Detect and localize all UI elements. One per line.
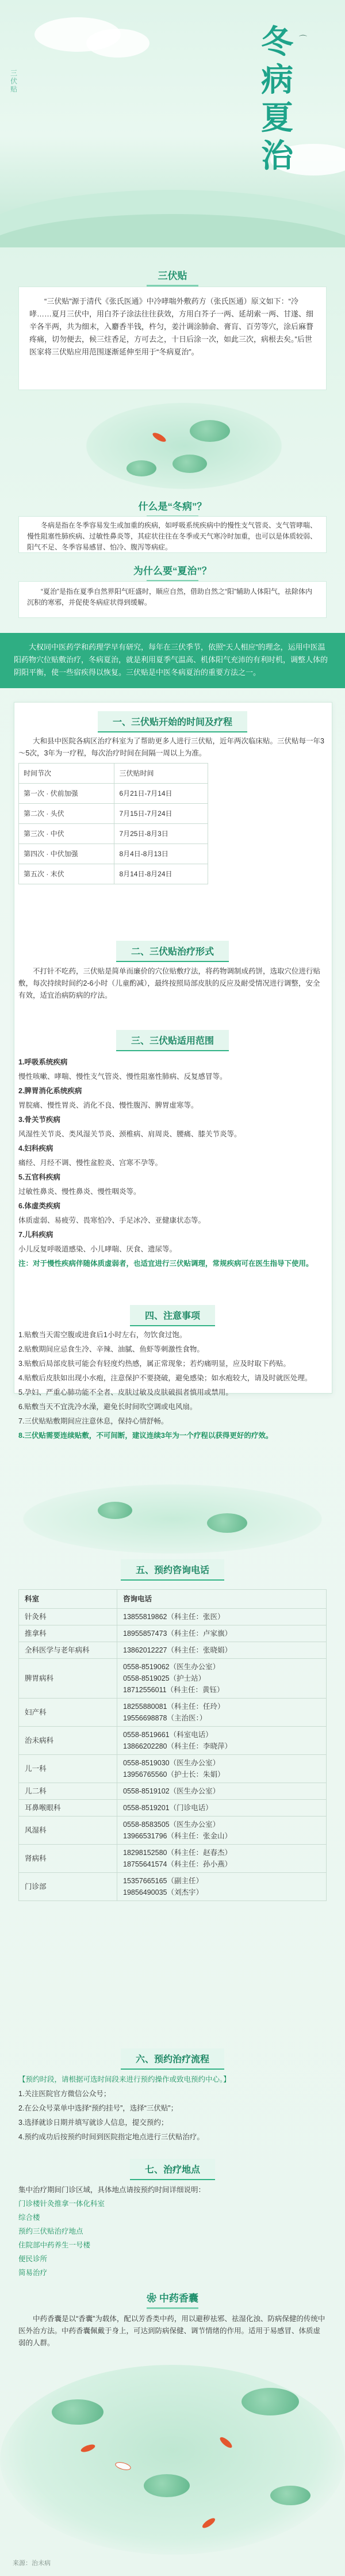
phone-cell[interactable]: 0558-8519201（门诊电话） (117, 1800, 327, 1816)
indications-highlight: 注：对于慢性疾病伴随体质虚弱者，也适宜进行三伏贴调理，常规疾病可在医生指导下使用。 (18, 1260, 313, 1268)
note-item: 4.贴敷后皮肤如出现小水疱，注意保护不要挠破，避免感染；如水疱较大，请及时就医处理。 (18, 1374, 312, 1382)
forms-text: 不打针不吃药，三伏贴是简单而廉价的穴位贴敷疗法，将药物调制成药饼，选取穴位进行贴敷，每次持续时间约2-6小时（儿童酌减），最终按照局部皮肤的反应及耐受情况进行调整，安全有效，适宜治病防病的疗法。 (18, 967, 321, 999)
note-item: 1.贴敷当天需空腹或进食后1小时左右，勿饮食过饱。 (18, 1331, 187, 1339)
table-row (19, 1699, 327, 1727)
phone-cell[interactable]: 0558-8519062（医生办公室） 0558-8519025（护士站） 18712556011（科主任：黄钰） (117, 1659, 327, 1699)
dept-cell: 风湿科 (19, 1816, 117, 1845)
schedule-table (18, 763, 208, 884)
intro-heading: 三伏贴 (0, 268, 345, 287)
phone-cell[interactable]: 0558-8519661（科室电话） 13866202280（科主任：李晓萍） (117, 1727, 327, 1755)
table-row (19, 764, 208, 784)
indication-text: 慢性咳嗽、哮喘、慢性支气管炎、慢性阻塞性肺病、反复感冒等。 (18, 1073, 227, 1081)
phone-cell[interactable]: 0558-8519102（医生办公室） (117, 1783, 327, 1800)
notes-heading: 四、注意事项 (0, 1305, 345, 1326)
table-cell: 第二次 · 头伏 (19, 804, 114, 824)
table-row (19, 864, 208, 884)
note-item: 6.贴敷当天不宜洗冷水澡，避免长时间吹空调或电风扇。 (18, 1403, 197, 1411)
indication-text: 过敏性鼻炎、慢性鼻炎、慢性咽炎等。 (18, 1188, 141, 1196)
place-item: 简易治疗 (18, 2269, 48, 2277)
table-row (19, 1800, 327, 1816)
flow-item: 【预约时段，请根据可选时间段来进行预约操作或致电预约中心。】 (18, 2075, 231, 2083)
dept-cell: 妇产科 (19, 1699, 117, 1727)
table-row (19, 844, 208, 864)
dept-cell: 脾胃病科 (19, 1659, 117, 1699)
lotus-leaf-icon (52, 2399, 103, 2425)
phone-cell[interactable]: 18298152580（科主任：赵春杰） 18755641574（科主任：孙小燕） (117, 1845, 327, 1873)
why-text: “夏治”是指在夏季自然界阳气旺盛时，顺应自然，借助自然之“阳”辅助人体阳气，祛除体内沉积的寒邪，并促使冬病症状得到缓解。 (27, 587, 312, 606)
phone-cell[interactable]: 0558-8583505（医生办公室） 13966531796（科主任：张金山） (117, 1816, 327, 1845)
places-heading: 七、治疗地点 (0, 2159, 345, 2180)
closing-text: 中药香囊是以“香囊”为载体，配以芳香类中药，用以避秽祛邪、祛湿化浊、防病保健的传统中医外治方法。中药香囊佩戴于身上，可达到防病保健、调节情绪的作用。适用于易感冒、体质虚弱的人群。 (18, 2315, 325, 2347)
table-row (19, 1609, 327, 1625)
note-item: 5.孕妇、严重心肺功能不全者、皮肤过敏及皮肤破损者慎用或禁用。 (18, 1388, 233, 1396)
bird-icon: ⌒ (299, 35, 307, 44)
dept-cell: 耳鼻喉眼科 (19, 1800, 117, 1816)
table-row (19, 1727, 327, 1755)
table-cell: 第四次 · 中伏加强 (19, 844, 114, 864)
indication-text: 风湿性关节炎、类风湿关节炎、颈椎病、肩周炎、腰痛、膝关节炎等。 (18, 1130, 241, 1138)
source-footer: 来源：治未病 (13, 2560, 51, 2567)
indication-title: 4.妇科疾病 (18, 1144, 53, 1152)
what-heading: 什么是“冬病”？ (0, 498, 345, 517)
hero-title-char: 病 (261, 61, 294, 99)
place-item: 住院部中药养生一号楼 (18, 2241, 91, 2249)
hero-title-char: 冬 (261, 23, 294, 61)
lotus-leaf-icon (126, 460, 156, 476)
schedule-block (18, 735, 327, 884)
hero-title-char: 夏 (261, 99, 294, 137)
note-item: 2.贴敷期间应忌食生冷、辛辣、油腻、鱼虾等刺激性食物。 (18, 1345, 204, 1353)
pond-decoration (23, 1484, 322, 1554)
phones-block (18, 1589, 327, 1901)
lotus-leaf-icon (190, 420, 230, 442)
what-text: 冬病是指在冬季容易发生或加重的疾病，如呼吸系统疾病中的慢性支气管炎、支气管哮喘、慢性阻塞性肺疾病、过敏性鼻炎等，其症状往往在冬季或天气寒冷时加重，也可以是体质较弱、阳气不足、冬季容易感冒、怕冷、腹泻等病症。 (27, 521, 317, 551)
flower-icon: ❀ (147, 2293, 159, 2304)
schedule-intro: 大和县中医院各病区治疗科室为了帮助更多人进行三伏贴，近年两次临床贴。三伏贴每一年3～5次，3年为一疗程，每次治疗时间在间隔一周以上为准。 (18, 737, 324, 757)
green-banner: 大权同中医药学和药理学早有研究，每年在三伏季节，依照“天人相应”的理念，运用中医温阳药物穴位贴敷治疗，冬病夏治，就是利用夏季气温高、机体阳气充沛的有利时机，调整人体的阴阳平衡，使一些宿疾得以恢复。三伏贴是中医冬病夏治的重要方法之一。 (0, 633, 345, 688)
indication-title: 3.骨关节疾病 (18, 1116, 60, 1124)
phone-cell[interactable]: 13862012227（科主任：张晓娟） (117, 1642, 327, 1659)
table-row (19, 1783, 327, 1800)
table-header-cell: 三伏贴时间 (114, 764, 208, 784)
table-row (19, 824, 208, 844)
dept-cell: 针灸科 (19, 1609, 117, 1625)
closing-heading: ❀ 中药香囊 (0, 2290, 345, 2309)
flow-item: 2.在公众号菜单中选择“预约挂号”，选择“三伏贴”； (18, 2104, 178, 2112)
places-intro: 集中治疗期间门诊区域，具体地点请按预约时间详细说明： (18, 2186, 206, 2194)
table-row (19, 804, 208, 824)
indication-title: 7.儿科疾病 (18, 1231, 53, 1239)
indication-title: 2.脾胃消化系统疾病 (18, 1087, 82, 1095)
table-cell: 8月14日-8月24日 (114, 864, 208, 884)
table-header-cell: 时间节次 (19, 764, 114, 784)
place-item: 综合楼 (18, 2214, 40, 2222)
closing-block (18, 2313, 327, 2352)
hero-banner (0, 0, 345, 247)
table-cell: 7月25日-8月3日 (114, 824, 208, 844)
table-header-cell: 咨询电话 (117, 1590, 327, 1609)
place-item: 预约三伏贴治疗地点 (18, 2227, 83, 2235)
flow-item: 4.预约成功后按预约时间到医院指定地点进行三伏贴治疗。 (18, 2133, 204, 2141)
indication-text: 小儿反复呼吸道感染、小儿哮喘、厌食、遗尿等。 (18, 1245, 177, 1253)
table-row (19, 784, 208, 804)
lotus-leaf-icon (144, 2474, 190, 2497)
phones-heading: 五、预约咨询电话 (0, 1559, 345, 1581)
why-box (18, 581, 327, 618)
indication-title: 5.五官科疾病 (18, 1173, 60, 1181)
table-row (19, 1845, 327, 1873)
table-row (19, 1590, 327, 1609)
intro-box (18, 287, 327, 390)
dept-cell: 儿二科 (19, 1783, 117, 1800)
note-item: 7.三伏贴贴敷期间应注意休息，保持心情舒畅。 (18, 1417, 168, 1425)
table-header-cell: 科室 (19, 1590, 117, 1609)
table-cell: 第三次 · 中伏 (19, 824, 114, 844)
table-cell: 7月15日-7月24日 (114, 804, 208, 824)
what-box (18, 516, 327, 553)
indication-title: 1.呼吸系统疾病 (18, 1058, 68, 1066)
places-block (18, 2183, 327, 2280)
indication-text: 胃脘痛、慢性胃炎、消化不良、慢性腹泻、脾胃虚寒等。 (18, 1101, 198, 1109)
phone-cell[interactable]: 13855819862（科主任：张医） (117, 1609, 327, 1625)
intro-text: “三伏贴”源于清代《张氏医通》中冷哮喘外敷药方（张氏医通）原文如下：“冷哮……夏月三伏中，用白芥子涂法往往获效，方用白芥子一两、延胡索一两、甘遂、细辛各半两，共为细末，入麝香半钱，杵匀，姜汁调涂肺俞、膏肓、百劳等穴，涂后麻瞀疼痛，切勿便去，候三炷香足，方可去之，十日后涂一次，如此三次，病根去矣。”后世医家将三伏贴应用范围逐渐延伸至用于“冬病夏治”。 (29, 297, 314, 356)
lotus-leaf-icon (241, 2388, 299, 2415)
phone-cell[interactable]: 18955857473（科主任：卢家旗） (117, 1625, 327, 1642)
table-cell: 第五次 · 末伏 (19, 864, 114, 884)
table-row (19, 1816, 327, 1845)
table-row (19, 1755, 327, 1783)
dept-cell: 推拿科 (19, 1625, 117, 1642)
dept-cell: 全科医学与老年病科 (19, 1642, 117, 1659)
indications-block (18, 1056, 327, 1272)
phone-cell[interactable]: 18255880081（科主任：任玲） 19556698878（主治医：） (117, 1699, 327, 1727)
flow-heading: 六、预约治疗流程 (0, 2048, 345, 2070)
lotus-leaf-icon (270, 2486, 310, 2505)
table-cell: 第一次 · 伏前加强 (19, 784, 114, 804)
pond-decoration (86, 403, 282, 489)
notes-highlight: 8.三伏贴需要连续贴敷，不可间断，建议连续3年为一个疗程以获得更好的疗效。 (18, 1432, 273, 1440)
table-row (19, 1642, 327, 1659)
lotus-leaf-icon (98, 1502, 132, 1519)
flow-item: 1.关注医院官方微信公众号； (18, 2090, 111, 2098)
table-row (19, 1659, 327, 1699)
hero-title-char: 治 (261, 137, 294, 175)
hero-title (258, 23, 298, 175)
why-heading: 为什么要“夏治”？ (0, 563, 345, 582)
dept-cell: 治未病科 (19, 1727, 117, 1755)
table-cell: 6月21日-7月14日 (114, 784, 208, 804)
table-row (19, 1625, 327, 1642)
flow-block (18, 2074, 327, 2146)
notes-block (18, 1329, 327, 1444)
dept-cell: 肾病科 (19, 1845, 117, 1873)
indication-text: 体质虚弱、易疲劳、畏寒怕冷、手足冰冷、亚健康状态等。 (18, 1216, 206, 1224)
note-item: 3.贴敷后局部皮肤可能会有轻度灼热感，属正常现象；若灼痛明显，应及时取下药贴。 (18, 1360, 290, 1368)
cloud-decoration (86, 29, 150, 58)
flow-item: 3.选择就诊日期并填写就诊人信息，提交预约； (18, 2119, 168, 2127)
lotus-leaf-icon (207, 1513, 247, 1533)
phone-table (18, 1589, 327, 1901)
table-cell: 8月4日-8月13日 (114, 844, 208, 864)
dept-cell: 儿一科 (19, 1755, 117, 1783)
place-item: 门诊楼针灸推拿一体化科室 (18, 2200, 105, 2208)
indication-title: 6.体虚类疾病 (18, 1202, 60, 1210)
table-row (19, 1873, 327, 1901)
indication-text: 痛经、月经不调、慢性盆腔炎、宫寒不孕等。 (18, 1159, 163, 1167)
phone-cell[interactable]: 0558-8519030（医生办公室） 13956765560（护士长：朱娟） (117, 1755, 327, 1783)
place-item: 便民诊所 (18, 2255, 48, 2263)
hero-tag: 三伏贴 (10, 69, 18, 93)
forms-block (18, 965, 327, 1004)
indications-heading: 三、三伏贴适用范围 (0, 1030, 345, 1051)
phone-cell[interactable]: 15357665165（副主任） 19856490035（刘杰宇） (117, 1873, 327, 1901)
lotus-leaf-icon (172, 455, 207, 473)
schedule-heading: 一、三伏贴开始的时间及疗程 (0, 711, 345, 732)
dept-cell: 门诊部 (19, 1873, 117, 1901)
forms-heading: 二、三伏贴治疗形式 (0, 941, 345, 962)
